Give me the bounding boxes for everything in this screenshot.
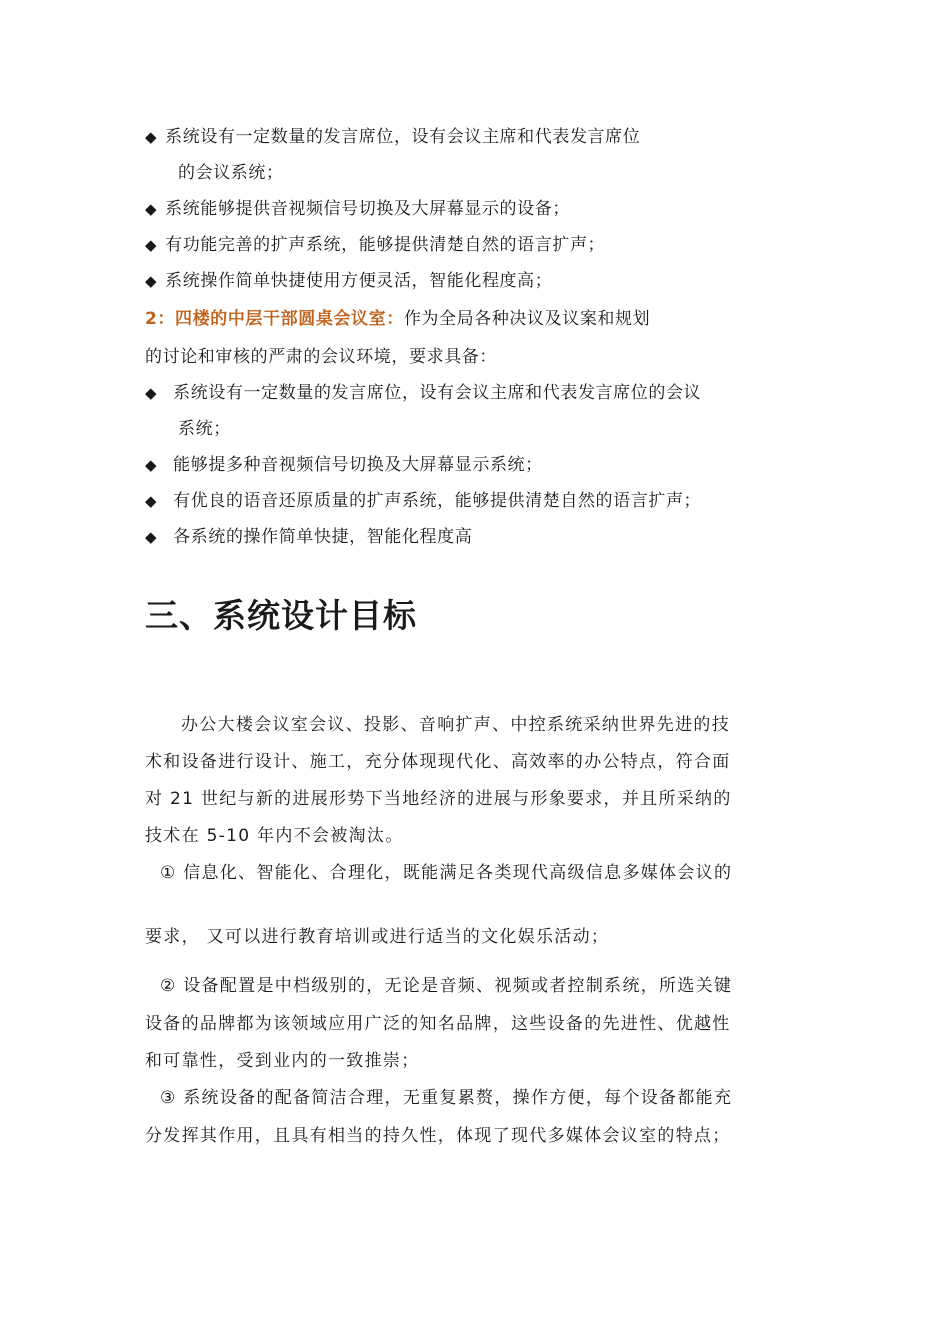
item2-line-3: 和可靠性，受到业内的一致推崇； xyxy=(145,1051,420,1071)
bullet2-item-4 xyxy=(145,526,472,548)
bullet-text: 系统操作简单快捷使用方便灵活，智能化程度高； xyxy=(165,271,553,291)
room2-label: 2：四楼的中层干部圆桌会议室： xyxy=(145,309,404,329)
bullet-text: 能够提多种音视频信号切换及大屏幕显示系统； xyxy=(173,455,543,475)
bullet-text: 有功能完善的扩声系统，能够提供清楚自然的语言扩声； xyxy=(165,235,606,255)
diamond-bullet-icon: ◆ xyxy=(145,236,158,254)
bullet-text: 系统设有一定数量的发言席位，设有会议主席和代表发言席位的会议 xyxy=(173,383,702,403)
para1-line-4: 技术在 5-10 年内不会被淘汰。 xyxy=(145,826,404,846)
bullet-text: 各系统的操作简单快捷，智能化程度高 xyxy=(173,527,473,547)
para1-line-1: 办公大楼会议室会议、投影、音响扩声、中控系统采纳世界先进的技 xyxy=(181,715,730,735)
bullet2-item-1 xyxy=(145,382,701,404)
item3-line-2: 分发挥其作用，且具有相当的持久性，体现了现代多媒体会议室的特点； xyxy=(145,1126,731,1146)
bullet-text: 系统能够提供音视频信号切换及大屏幕显示的设备； xyxy=(165,199,570,219)
diamond-bullet-icon: ◆ xyxy=(145,128,158,146)
item2-line-1: ② 设备配置是中档级别的，无论是音频、视频或者控制系统，所选关键 xyxy=(160,976,733,996)
bullet-text: 系统； xyxy=(178,419,231,439)
room2-intro xyxy=(145,308,650,330)
para1-line-3: 对 21 世纪与新的进展形势下当地经济的进展与形象要求，并且所采纳的 xyxy=(145,789,732,809)
section-heading: 三、系统设计目标 xyxy=(145,596,417,635)
room2-intro-continued xyxy=(145,346,497,368)
bullet2-item-1-continued xyxy=(178,418,231,440)
item1-line-1: ① 信息化、智能化、合理化，既能满足各类现代高级信息多媒体会议的 xyxy=(160,863,733,883)
bullet-item-4 xyxy=(145,270,552,292)
bullet-item-2 xyxy=(145,198,570,220)
bullet-item-1-continued xyxy=(178,162,284,184)
item1-line-2: 要求， 又可以进行教育培训或进行适当的文化娱乐活动； xyxy=(145,927,610,947)
para1-line-2: 术和设备进行设计、施工，充分体现现代化、高效率的办公特点，符合面 xyxy=(145,752,731,772)
diamond-bullet-icon: ◆ xyxy=(145,456,158,474)
bullet-item-1 xyxy=(145,126,640,148)
bullet2-item-3 xyxy=(145,490,701,512)
bullet-text: 有优良的语音还原质量的扩声系统，能够提供清楚自然的语言扩声； xyxy=(173,491,702,511)
room2-text-2: 的讨论和审核的严肃的会议环境，要求具备： xyxy=(145,347,497,367)
diamond-bullet-icon: ◆ xyxy=(145,272,158,290)
diamond-bullet-icon: ◆ xyxy=(145,492,158,510)
bullet-text: 系统设有一定数量的发言席位，设有会议主席和代表发言席位 xyxy=(165,127,641,147)
diamond-bullet-icon: ◆ xyxy=(145,384,158,402)
bullet2-item-2 xyxy=(145,454,543,476)
room2-text: 作为全局各种决议及议案和规划 xyxy=(403,309,651,329)
bullet-text: 的会议系统； xyxy=(178,163,284,183)
diamond-bullet-icon: ◆ xyxy=(145,528,158,546)
bullet-item-3 xyxy=(145,234,605,256)
item3-line-1: ③ 系统设备的配备简洁合理，无重复累赘，操作方便，每个设备都能充 xyxy=(160,1088,733,1108)
item2-line-2: 设备的品牌都为该领域应用广泛的知名品牌，这些设备的先进性、优越性 xyxy=(145,1014,731,1034)
diamond-bullet-icon: ◆ xyxy=(145,200,158,218)
